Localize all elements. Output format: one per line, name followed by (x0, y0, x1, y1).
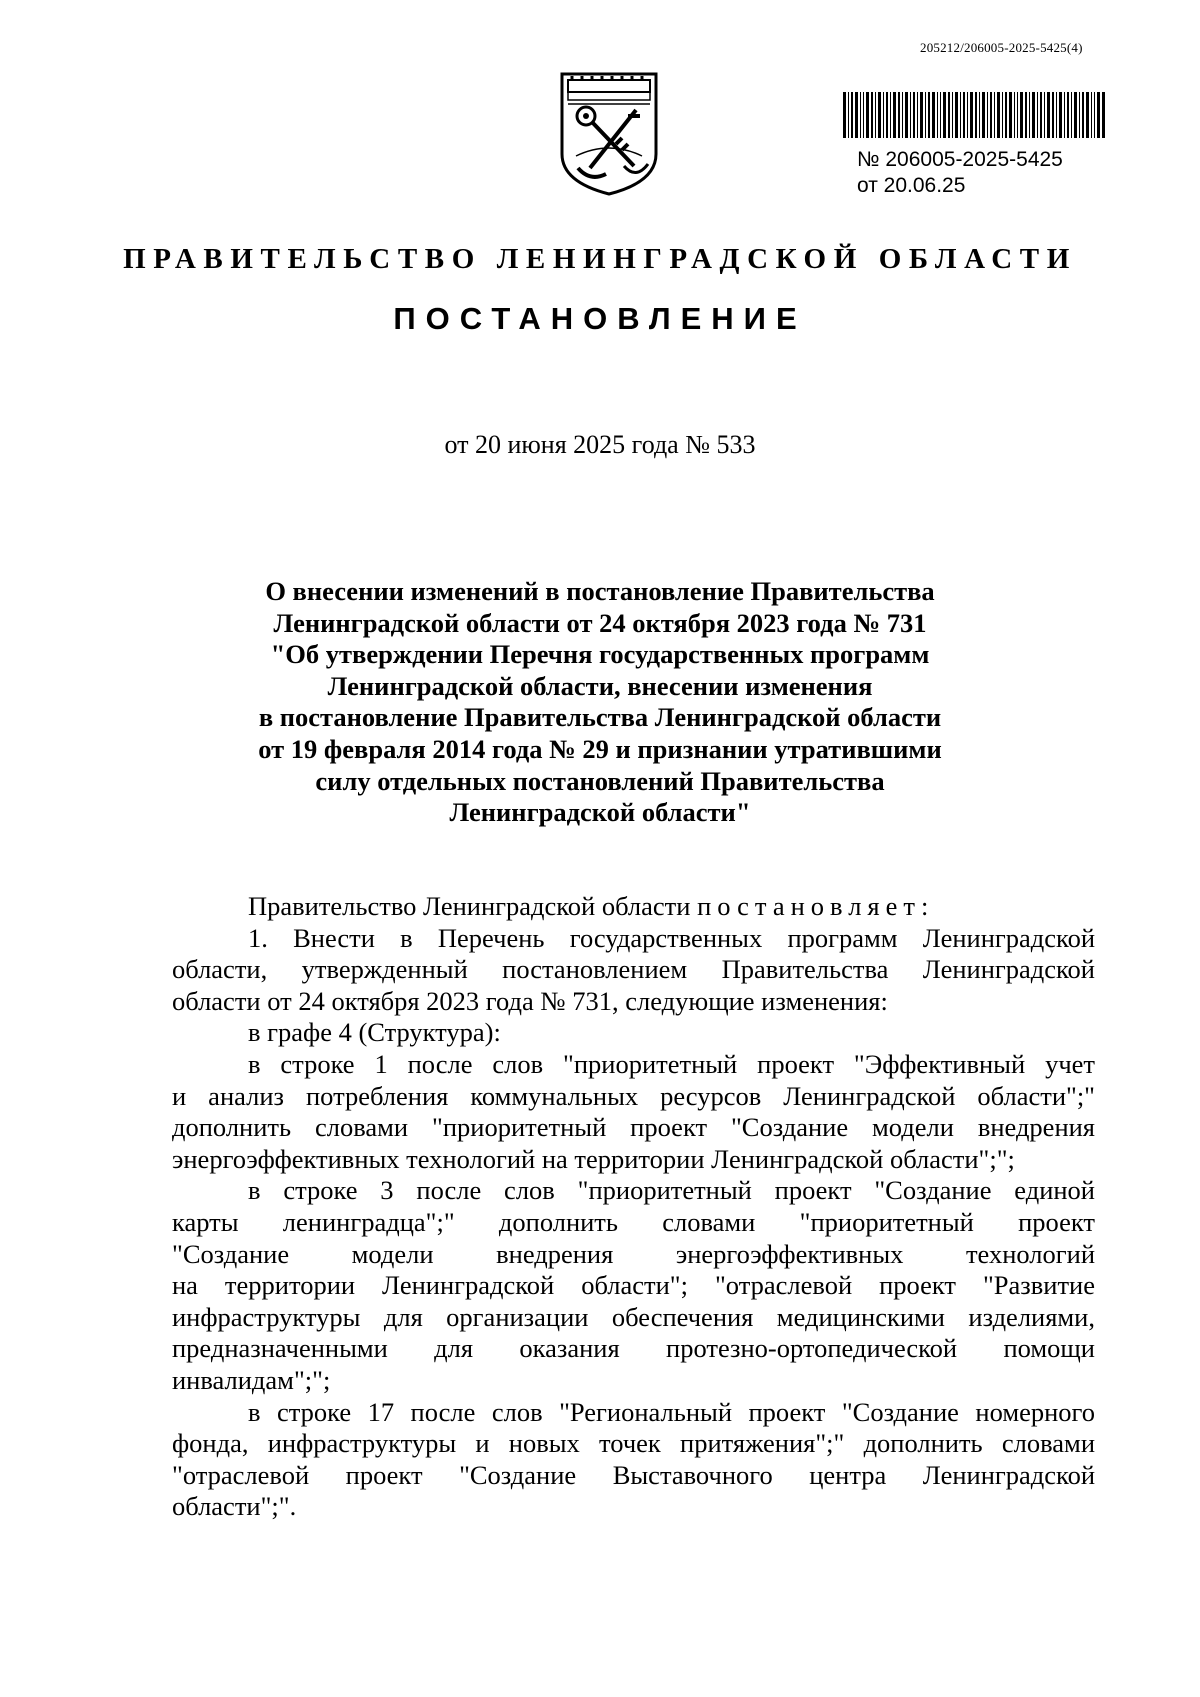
document-reference: 205212/206005-2025-5425(4) (920, 40, 1083, 55)
registration-date: от 20.06.25 (857, 174, 966, 197)
intro-spaced-word: постановляет: (697, 891, 935, 921)
paragraph-4-line: предназначенными для оказания протезно-ортопедической помощи (172, 1333, 1095, 1364)
paragraph-3-line: и анализ потребления коммунальных ресурсов Ленинградской области";" (172, 1080, 1095, 1111)
paragraph-5-line: "отраслевой проект "Создание Выставочного центра Ленинградской (172, 1459, 1095, 1490)
title-line: от 19 февраля 2014 года № 29 и признании утратившими (258, 733, 942, 764)
document-body (172, 891, 1095, 1523)
paragraph-5-line: области";". (172, 1491, 297, 1522)
paragraph-5-line: в строке 17 после слов "Региональный проект "Создание номерного (248, 1396, 1095, 1427)
document-type: ПОСТАНОВЛЕНИЕ (393, 301, 807, 336)
paragraph-5-line: фонда, инфраструктуры и новых точек притяжения";" дополнить словами (172, 1428, 1095, 1459)
title-line: Ленинградской области, внесении изменения (327, 670, 873, 701)
registration-number: № 206005-2025-5425 (857, 148, 1063, 171)
paragraph-3-line: в строке 1 после слов "приоритетный проект "Эффективный учет (248, 1048, 1095, 1079)
paragraph-4-line: инвалидам";"; (172, 1364, 331, 1395)
registration-block (857, 147, 1063, 199)
paragraph-4-line: на территории Ленинградской области"; "отраслевой проект "Развитие (172, 1270, 1095, 1301)
intro-paragraph (172, 891, 1095, 923)
paragraph-4-line: карты ленинградца";" дополнить словами "приоритетный проект (172, 1206, 1095, 1237)
paragraph-4-line: инфраструктуры для организации обеспечения медицинскими изделиями, (172, 1301, 1095, 1332)
coat-of-arms-emblem (556, 70, 662, 198)
title-line: Ленинградской области" (449, 797, 751, 828)
title-line: силу отдельных постановлений Правительства (315, 765, 885, 796)
title-line: в постановление Правительства Ленинградской области (258, 702, 942, 733)
paragraph-3-line: энергоэффективных технологий на территории Ленинградской области";"; (172, 1143, 1015, 1174)
government-name: ПРАВИТЕЛЬСТВО ЛЕНИНГРАДСКОЙ ОБЛАСТИ (123, 243, 1077, 275)
paragraph-1-line: области, утвержденный постановлением Правительства Ленинградской (172, 954, 1095, 985)
title-line: О внесении изменений в постановление Правительства (265, 576, 935, 606)
paragraph-1-line: области от 24 октября 2023 года № 731, следующие изменения: (172, 985, 888, 1016)
intro-text: Правительство Ленинградской области (248, 891, 698, 921)
title-line: "Об утверждении Перечня государственных программ (270, 639, 930, 670)
title-line: Ленинградской области от 24 октября 2023 года № 731 (273, 607, 927, 638)
barcode (843, 92, 1105, 138)
paragraph-4-line: "Создание модели внедрения энергоэффективных технологий (172, 1238, 1095, 1269)
paragraph-2: в графе 4 (Структура): (248, 1017, 501, 1048)
document-date-number: от 20 июня 2025 года № 533 (444, 430, 756, 459)
document-title (200, 576, 1000, 829)
paragraph-4-line: в строке 3 после слов "приоритетный проект "Создание единой (248, 1175, 1095, 1206)
paragraph-1-line: 1. Внести в Перечень государственных программ Ленинградской (248, 922, 1095, 953)
paragraph-3-line: дополнить словами "приоритетный проект "Создание модели внедрения (172, 1112, 1095, 1143)
